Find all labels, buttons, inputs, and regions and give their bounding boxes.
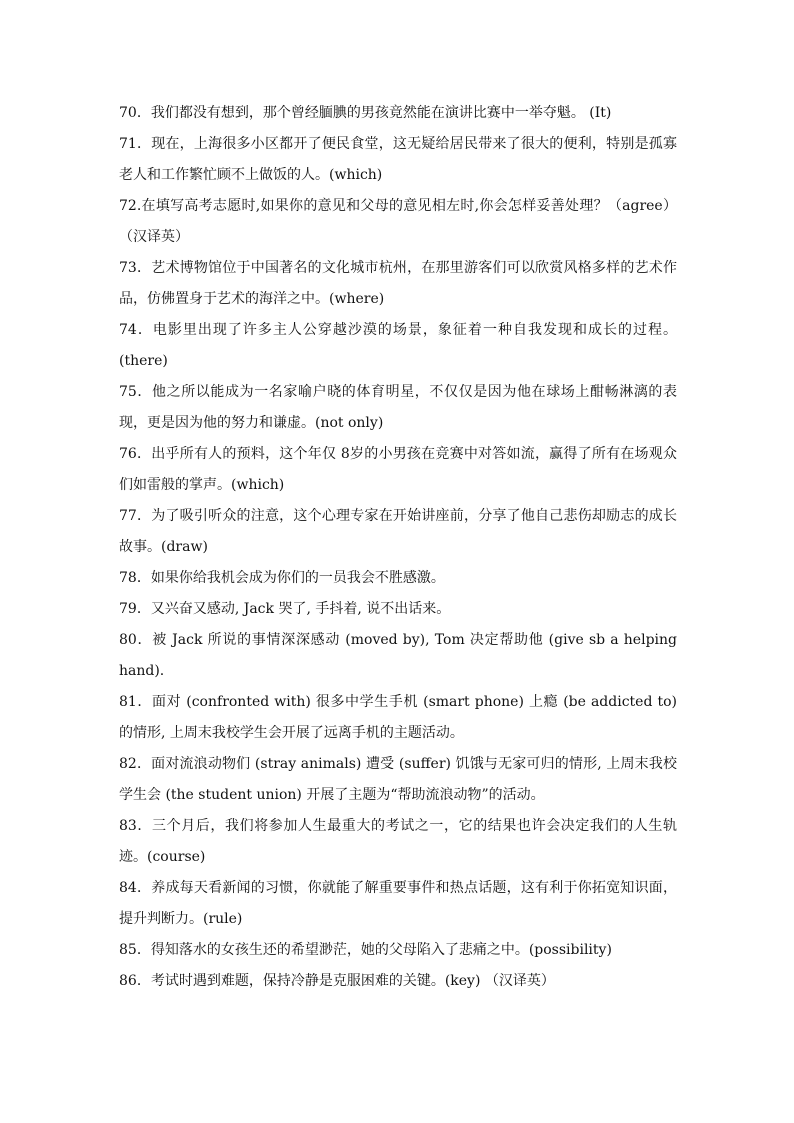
exercise-item-81: 81．面对 (confronted with) 很多中学生手机 (smart phone) 上瘾 (be addicted to) 的情形, 上周末我校学生会开展了远离手机的主题活动。 [119,694,677,741]
exercise-item-70: 70．我们都没有想到，那个曾经腼腆的男孩竟然能在演讲比赛中一举夺魁。 (It) [119,105,612,121]
exercise-item-76: 76．出乎所有人的预料，这个年仅 8岁的小男孩在竞赛中对答如流，赢得了所有在场观众们如雷般的掌声。(which) [119,446,677,493]
exercise-item-80: 80．被 Jack 所说的事情深深感动 (moved by), Tom 决定帮助他 (give sb a helping hand). [119,632,677,679]
exercise-item-72: 72.在填写高考志愿时,如果你的意见和父母的意见相左时,你会怎样妥善处理？（agree） （汉译英） [119,198,677,245]
exercise-item-83: 83．三个月后，我们将参加人生最重大的考试之一，它的结果也许会决定我们的人生轨迹。(course) [119,818,677,865]
exercise-item-77: 77．为了吸引听众的注意，这个心理专家在开始讲座前，分享了他自己悲伤却励志的成长故事。(draw) [119,508,677,555]
exercise-item-75: 75．他之所以能成为一名家喻户晓的体育明星，不仅仅是因为他在球场上酣畅淋漓的表现，更是因为他的努力和谦虚。(not only) [119,384,677,431]
exercise-item-86: 86．考试时遇到难题，保持冷静是克服困难的关键。(key) （汉译英） [119,973,555,989]
exercise-item-71: 71．现在，上海很多小区都开了便民食堂，这无疑给居民带来了很大的便利，特别是孤寡老人和工作繁忙顾不上做饭的人。(which) [119,136,677,183]
exercise-item-82: 82．面对流浪动物们 (stray animals) 遭受 (suffer) 饥饿与无家可归的情形, 上周末我校学生会 (the student union) 开展了主题为“帮助流浪动物”的活动。 [119,756,677,803]
exercise-item-74: 74．电影里出现了许多主人公穿越沙漠的场景，象征着一种自我发现和成长的过程。(there) [119,322,677,369]
exercise-item-85: 85．得知落水的女孩生还的希望渺茫，她的父母陷入了悲痛之中。(possibility) [119,942,612,958]
exercise-list [119,98,677,997]
exercise-item-79: 79．又兴奋又感动, Jack 哭了, 手抖着, 说不出话来。 [119,601,451,617]
exercise-item-84: 84．养成每天看新闻的习惯，你就能了解重要事件和热点话题，这有利于你拓宽知识面，提升判断力。(rule) [119,880,677,927]
exercise-item-73: 73．艺术博物馆位于中国著名的文化城市杭州，在那里游客们可以欣赏风格多样的艺术作品，仿佛置身于艺术的海洋之中。(where) [119,260,677,307]
exercise-item-78: 78．如果你给我机会成为你们的一员我会不胜感激。 [119,570,445,586]
